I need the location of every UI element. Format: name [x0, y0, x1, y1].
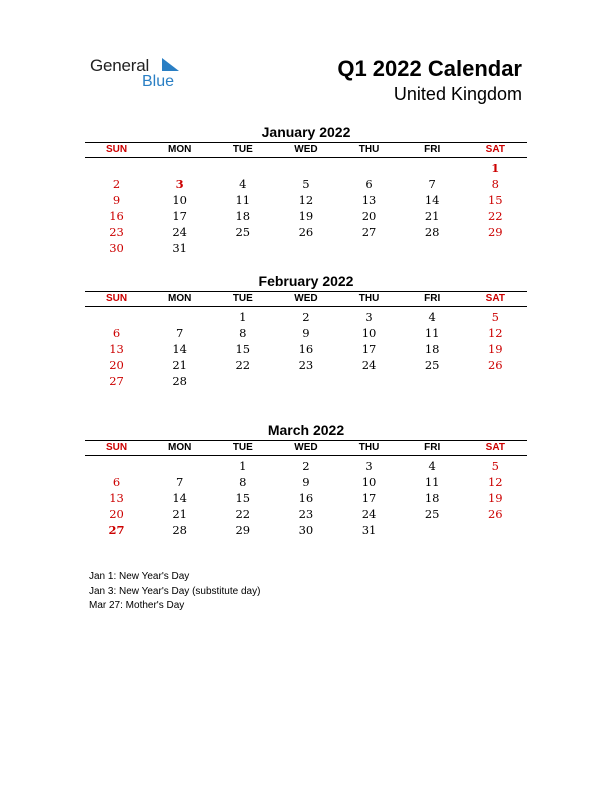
day-cell: 13: [109, 342, 124, 356]
day-cell: 25: [424, 358, 440, 372]
weekday-header: WED: [294, 442, 318, 453]
weekday-header: FRI: [424, 144, 441, 155]
day-cell: 22: [235, 358, 251, 372]
day-cell: 14: [172, 342, 187, 356]
day-cell: 14: [172, 491, 187, 505]
day-cell: [464, 373, 527, 389]
weekday-header: THU: [358, 293, 380, 304]
day-cell: 22: [487, 209, 503, 223]
day-cell: 23: [298, 507, 314, 521]
week-row: [85, 474, 527, 490]
day-cell: 16: [109, 209, 124, 223]
day-cell: 10: [361, 326, 377, 340]
day-cell: 9: [112, 193, 121, 207]
day-cell: 1: [491, 161, 500, 175]
weekday-header: THU: [358, 442, 380, 453]
day-cell: 7: [176, 326, 184, 340]
logo-text-general: General: [90, 56, 150, 75]
holiday-item: Jan 3: New Year's Day (substitute day): [89, 585, 261, 597]
day-cell: 26: [298, 225, 314, 239]
day-cell: [464, 240, 527, 256]
day-cell: 11: [235, 193, 251, 207]
weekday-header: FRI: [424, 442, 441, 453]
day-cell: 19: [487, 491, 503, 505]
week-row: [85, 373, 527, 389]
day-cell: 17: [361, 342, 377, 356]
day-cell: 10: [361, 475, 377, 489]
week-row: [85, 224, 527, 240]
day-cell: [401, 373, 464, 389]
day-cell: 12: [298, 193, 314, 207]
day-cell: 18: [424, 342, 440, 356]
month-title: January 2022: [261, 124, 351, 140]
day-cell: 4: [428, 310, 436, 324]
day-cell: [211, 240, 274, 256]
day-cell: 15: [235, 491, 251, 505]
day-cell: 22: [235, 507, 251, 521]
day-cell: 7: [176, 475, 184, 489]
day-cell: 6: [365, 177, 373, 191]
week-row: [85, 522, 527, 538]
day-cell: 9: [302, 326, 310, 340]
day-cell: [148, 160, 211, 176]
weekday-header: MON: [168, 442, 192, 453]
day-cell: 8: [239, 475, 247, 489]
day-cell: 24: [361, 358, 377, 372]
holiday-item: Jan 1: New Year's Day: [89, 571, 190, 582]
day-cell: 5: [491, 459, 499, 473]
month-title: March 2022: [267, 422, 345, 438]
weekday-header: MON: [168, 293, 192, 304]
day-cell: 21: [172, 507, 187, 521]
day-cell: 6: [112, 475, 121, 489]
day-cell: 24: [172, 225, 187, 239]
day-cell: 24: [361, 507, 377, 521]
day-cell: 29: [487, 225, 503, 239]
day-cell: 11: [424, 475, 440, 489]
day-cell: [211, 373, 274, 389]
day-cell: [274, 160, 337, 176]
day-cell: 5: [491, 310, 499, 324]
day-cell: 2: [302, 459, 310, 473]
weekday-header: SAT: [485, 144, 505, 155]
day-cell: 7: [428, 177, 436, 191]
day-cell: 13: [109, 491, 124, 505]
day-cell: 4: [239, 177, 247, 191]
weekday-header: FRI: [424, 293, 441, 304]
day-cell: [338, 373, 401, 389]
day-cell: [401, 240, 464, 256]
day-cell: [148, 309, 211, 325]
week-row: [85, 160, 527, 176]
day-cell: 17: [172, 209, 187, 223]
day-cell: 28: [172, 523, 187, 537]
day-cell: 20: [109, 358, 124, 372]
weekday-header: SAT: [485, 293, 505, 304]
week-row: [85, 192, 527, 208]
day-cell: [338, 160, 401, 176]
day-cell: 25: [235, 225, 251, 239]
day-cell: 16: [298, 342, 314, 356]
weekday-header-row: [85, 142, 527, 158]
day-cell: 21: [172, 358, 187, 372]
day-cell: 31: [361, 523, 377, 537]
day-cell: 31: [172, 241, 187, 255]
day-cell: 3: [365, 310, 373, 324]
day-cell: [274, 373, 337, 389]
day-cell: 4: [428, 459, 436, 473]
day-cell: [85, 309, 148, 325]
day-cell: 1: [239, 310, 247, 324]
week-row: [85, 458, 527, 474]
day-cell: 8: [491, 177, 499, 191]
day-cell: 28: [172, 374, 187, 388]
month-title: February 2022: [258, 273, 354, 289]
month-block: [85, 271, 527, 389]
page-subtitle: United Kingdom: [393, 84, 522, 104]
weekday-header: MON: [168, 144, 192, 155]
page-title: Q1 2022 Calendar: [337, 56, 522, 81]
week-row: [85, 325, 527, 341]
day-cell: 13: [361, 193, 377, 207]
weekday-header: WED: [294, 144, 318, 155]
day-cell: 9: [302, 475, 310, 489]
holiday-list: [89, 570, 260, 614]
logo-triangle-icon: [162, 58, 179, 71]
day-cell: [148, 458, 211, 474]
day-cell: 10: [172, 193, 187, 207]
day-cell: 2: [302, 310, 310, 324]
month-block: [85, 122, 527, 256]
weekday-header: TUE: [232, 293, 253, 304]
weekday-header: TUE: [232, 144, 253, 155]
weekday-header: SUN: [106, 144, 128, 155]
day-cell: 25: [424, 507, 440, 521]
week-row: [85, 490, 527, 506]
weekday-header-row: [85, 291, 527, 307]
day-cell: [211, 160, 274, 176]
day-cell: [274, 240, 337, 256]
day-cell: 18: [235, 209, 251, 223]
weekday-header: THU: [358, 144, 380, 155]
day-cell: 17: [361, 491, 377, 505]
day-cell: 18: [424, 491, 440, 505]
day-cell: 1: [239, 459, 247, 473]
day-cell: 5: [302, 177, 310, 191]
day-cell: 26: [487, 507, 503, 521]
day-cell: 11: [424, 326, 440, 340]
logo: [90, 56, 190, 92]
day-cell: 27: [108, 523, 125, 537]
day-cell: 19: [298, 209, 314, 223]
day-cell: 23: [109, 225, 124, 239]
day-cell: [401, 160, 464, 176]
day-cell: [85, 458, 148, 474]
day-cell: 12: [487, 326, 503, 340]
day-cell: [85, 160, 148, 176]
day-cell: 21: [424, 209, 440, 223]
weekday-header: SUN: [106, 293, 128, 304]
day-cell: 29: [235, 523, 251, 537]
day-cell: 27: [361, 225, 377, 239]
day-cell: 30: [298, 523, 314, 537]
day-cell: 28: [424, 225, 440, 239]
day-cell: 15: [235, 342, 251, 356]
day-cell: 30: [109, 241, 124, 255]
week-row: [85, 506, 527, 522]
month-block: [85, 420, 527, 538]
week-row: [85, 240, 527, 256]
weekday-header-row: [85, 440, 527, 456]
day-cell: 8: [239, 326, 247, 340]
week-row: [85, 341, 527, 357]
week-row: [85, 309, 527, 325]
day-cell: 19: [487, 342, 503, 356]
day-cell: 6: [112, 326, 121, 340]
day-cell: 20: [109, 507, 124, 521]
holiday-item: Mar 27: Mother's Day: [89, 600, 185, 611]
week-row: [85, 357, 527, 373]
day-cell: [464, 522, 527, 538]
day-cell: 16: [298, 491, 314, 505]
weekday-header: SAT: [485, 442, 505, 453]
logo-text-blue: Blue: [142, 73, 175, 90]
day-cell: 14: [424, 193, 440, 207]
day-cell: 20: [361, 209, 377, 223]
day-cell: [401, 522, 464, 538]
day-cell: 26: [487, 358, 503, 372]
day-cell: 15: [487, 193, 503, 207]
day-cell: 12: [487, 475, 503, 489]
week-row: [85, 176, 527, 192]
day-cell: [338, 240, 401, 256]
day-cell: 3: [365, 459, 373, 473]
weekday-header: SUN: [106, 442, 128, 453]
weekday-header: TUE: [232, 442, 253, 453]
weekday-header: WED: [294, 293, 318, 304]
day-cell: 2: [112, 177, 121, 191]
week-row: [85, 208, 527, 224]
day-cell: 23: [298, 358, 314, 372]
day-cell: 3: [175, 177, 184, 191]
day-cell: 27: [109, 374, 124, 388]
